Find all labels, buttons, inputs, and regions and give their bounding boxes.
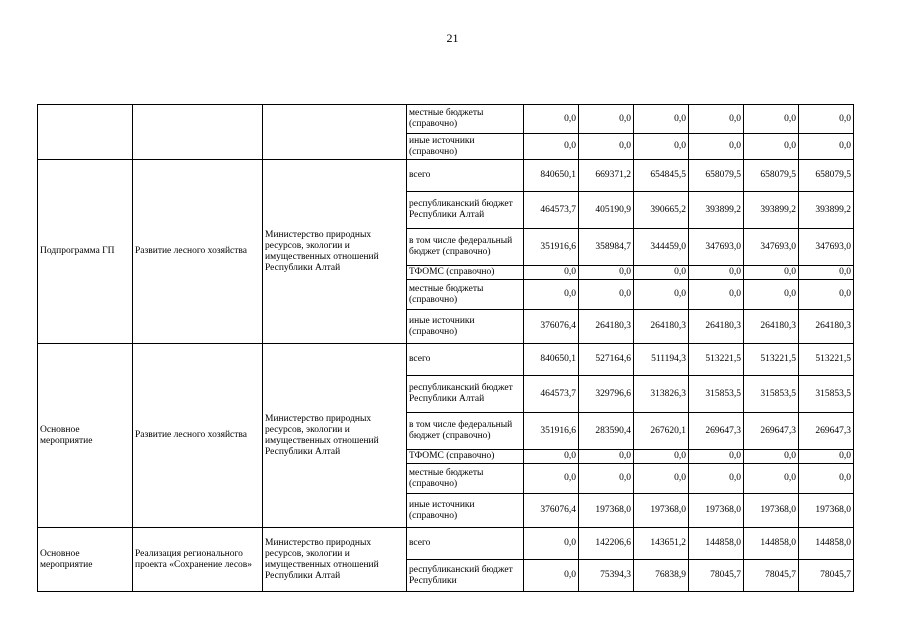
amount-cell: 393899,2 (744, 192, 799, 229)
amount-cell: 0,0 (524, 280, 579, 310)
amount-cell: 840650,1 (524, 160, 579, 192)
program-cell (38, 105, 133, 160)
amount-cell: 197368,0 (799, 494, 854, 528)
executor-cell: Министерство природных ресурсов, экологии и имущественных отношений Республики Алтай (263, 160, 407, 344)
amount-cell: 464573,7 (524, 192, 579, 229)
amount-cell: 76838,9 (634, 560, 689, 592)
amount-cell: 0,0 (524, 105, 579, 134)
amount-cell: 269647,3 (799, 413, 854, 450)
amount-cell: 315853,5 (689, 376, 744, 413)
amount-cell: 143651,2 (634, 528, 689, 560)
amount-cell: 840650,1 (524, 344, 579, 376)
amount-cell: 351916,6 (524, 413, 579, 450)
amount-cell: 0,0 (524, 266, 579, 280)
amount-cell: 390665,2 (634, 192, 689, 229)
amount-cell: 0,0 (634, 134, 689, 160)
amount-cell: 0,0 (744, 280, 799, 310)
amount-cell: 197368,0 (689, 494, 744, 528)
amount-cell: 329796,6 (579, 376, 634, 413)
amount-cell: 658079,5 (744, 160, 799, 192)
funding-source-cell: местные бюджеты (справочно) (407, 105, 524, 134)
amount-cell: 78045,7 (689, 560, 744, 592)
budget-table (37, 104, 854, 592)
amount-cell: 347693,0 (799, 229, 854, 266)
amount-cell: 142206,6 (579, 528, 634, 560)
amount-cell: 0,0 (579, 450, 634, 464)
amount-cell: 315853,5 (744, 376, 799, 413)
amount-cell: 0,0 (744, 105, 799, 134)
amount-cell: 0,0 (689, 464, 744, 494)
table-row (38, 160, 854, 192)
table-row (38, 528, 854, 560)
funding-source-cell: ТФОМС (справочно) (407, 450, 524, 464)
amount-cell: 0,0 (524, 528, 579, 560)
amount-cell: 0,0 (634, 450, 689, 464)
amount-cell: 393899,2 (689, 192, 744, 229)
funding-source-cell: иные источники (справочно) (407, 494, 524, 528)
program-cell: Основное мероприятие (38, 344, 133, 528)
amount-cell: 347693,0 (744, 229, 799, 266)
amount-cell: 269647,3 (689, 413, 744, 450)
funding-source-cell: республиканский бюджет Республики (407, 560, 524, 592)
amount-cell: 464573,7 (524, 376, 579, 413)
funding-source-cell: республиканский бюджет Республики Алтай (407, 376, 524, 413)
amount-cell: 264180,3 (689, 310, 744, 344)
amount-cell: 0,0 (634, 280, 689, 310)
amount-cell: 0,0 (744, 464, 799, 494)
event-name-cell: Развитие лесного хозяйства (133, 344, 263, 528)
event-name-cell (133, 105, 263, 160)
page-number: 21 (446, 31, 459, 45)
funding-source-cell: местные бюджеты (справочно) (407, 464, 524, 494)
amount-cell: 313826,3 (634, 376, 689, 413)
amount-cell: 283590,4 (579, 413, 634, 450)
amount-cell: 0,0 (744, 266, 799, 280)
amount-cell: 513221,5 (799, 344, 854, 376)
program-cell: Основное мероприятие (38, 528, 133, 592)
executor-cell: Министерство природных ресурсов, экологии и имущественных отношений Республики Алтай (263, 344, 407, 528)
executor-cell: Министерство природных ресурсов, экологии и имущественных отношений Республики Алтай (263, 528, 407, 592)
amount-cell: 0,0 (799, 450, 854, 464)
amount-cell: 264180,3 (634, 310, 689, 344)
amount-cell: 0,0 (689, 266, 744, 280)
amount-cell: 197368,0 (579, 494, 634, 528)
funding-source-cell: всего (407, 160, 524, 192)
amount-cell: 0,0 (634, 105, 689, 134)
amount-cell: 0,0 (689, 134, 744, 160)
amount-cell: 0,0 (689, 105, 744, 134)
amount-cell: 264180,3 (744, 310, 799, 344)
amount-cell: 197368,0 (744, 494, 799, 528)
amount-cell: 0,0 (524, 450, 579, 464)
executor-cell (263, 105, 407, 160)
amount-cell: 0,0 (524, 560, 579, 592)
amount-cell: 144858,0 (799, 528, 854, 560)
funding-source-cell: всего (407, 528, 524, 560)
amount-cell: 0,0 (799, 105, 854, 134)
amount-cell: 264180,3 (799, 310, 854, 344)
amount-cell: 376076,4 (524, 494, 579, 528)
amount-cell: 0,0 (579, 266, 634, 280)
funding-source-cell: всего (407, 344, 524, 376)
amount-cell: 267620,1 (634, 413, 689, 450)
amount-cell: 513221,5 (689, 344, 744, 376)
amount-cell: 654845,5 (634, 160, 689, 192)
funding-source-cell: в том числе федеральный бюджет (справочно) (407, 229, 524, 266)
program-cell: Подпрограмма ГП (38, 160, 133, 344)
amount-cell: 264180,3 (579, 310, 634, 344)
amount-cell: 78045,7 (799, 560, 854, 592)
amount-cell: 658079,5 (689, 160, 744, 192)
table-row (38, 344, 854, 376)
funding-source-cell: иные источники (справочно) (407, 310, 524, 344)
amount-cell: 0,0 (744, 134, 799, 160)
funding-source-cell: республиканский бюджет Республики Алтай (407, 192, 524, 229)
table-row (38, 105, 854, 134)
amount-cell: 0,0 (689, 280, 744, 310)
amount-cell: 0,0 (579, 105, 634, 134)
amount-cell: 144858,0 (689, 528, 744, 560)
amount-cell: 0,0 (634, 266, 689, 280)
funding-source-cell: ТФОМС (справочно) (407, 266, 524, 280)
funding-source-cell: иные источники (справочно) (407, 134, 524, 160)
amount-cell: 527164,6 (579, 344, 634, 376)
amount-cell: 511194,3 (634, 344, 689, 376)
amount-cell: 0,0 (799, 266, 854, 280)
amount-cell: 376076,4 (524, 310, 579, 344)
amount-cell: 393899,2 (799, 192, 854, 229)
funding-source-cell: местные бюджеты (справочно) (407, 280, 524, 310)
amount-cell: 405190,9 (579, 192, 634, 229)
amount-cell: 0,0 (634, 464, 689, 494)
amount-cell: 197368,0 (634, 494, 689, 528)
amount-cell: 0,0 (579, 280, 634, 310)
amount-cell: 0,0 (799, 280, 854, 310)
amount-cell: 669371,2 (579, 160, 634, 192)
amount-cell: 0,0 (579, 464, 634, 494)
amount-cell: 358984,7 (579, 229, 634, 266)
amount-cell: 0,0 (689, 450, 744, 464)
amount-cell: 513221,5 (744, 344, 799, 376)
funding-source-cell: в том числе федеральный бюджет (справочно) (407, 413, 524, 450)
amount-cell: 0,0 (524, 464, 579, 494)
amount-cell: 0,0 (579, 134, 634, 160)
amount-cell: 0,0 (524, 134, 579, 160)
amount-cell: 269647,3 (744, 413, 799, 450)
amount-cell: 0,0 (744, 450, 799, 464)
amount-cell: 75394,3 (579, 560, 634, 592)
amount-cell: 658079,5 (799, 160, 854, 192)
event-name-cell: Развитие лесного хозяйства (133, 160, 263, 344)
budget-table-body (38, 105, 854, 592)
amount-cell: 144858,0 (744, 528, 799, 560)
amount-cell: 347693,0 (689, 229, 744, 266)
amount-cell: 344459,0 (634, 229, 689, 266)
amount-cell: 0,0 (799, 464, 854, 494)
amount-cell: 78045,7 (744, 560, 799, 592)
amount-cell: 351916,6 (524, 229, 579, 266)
amount-cell: 315853,5 (799, 376, 854, 413)
amount-cell: 0,0 (799, 134, 854, 160)
event-name-cell: Реализация регионального проекта «Сохранение лесов» (133, 528, 263, 592)
